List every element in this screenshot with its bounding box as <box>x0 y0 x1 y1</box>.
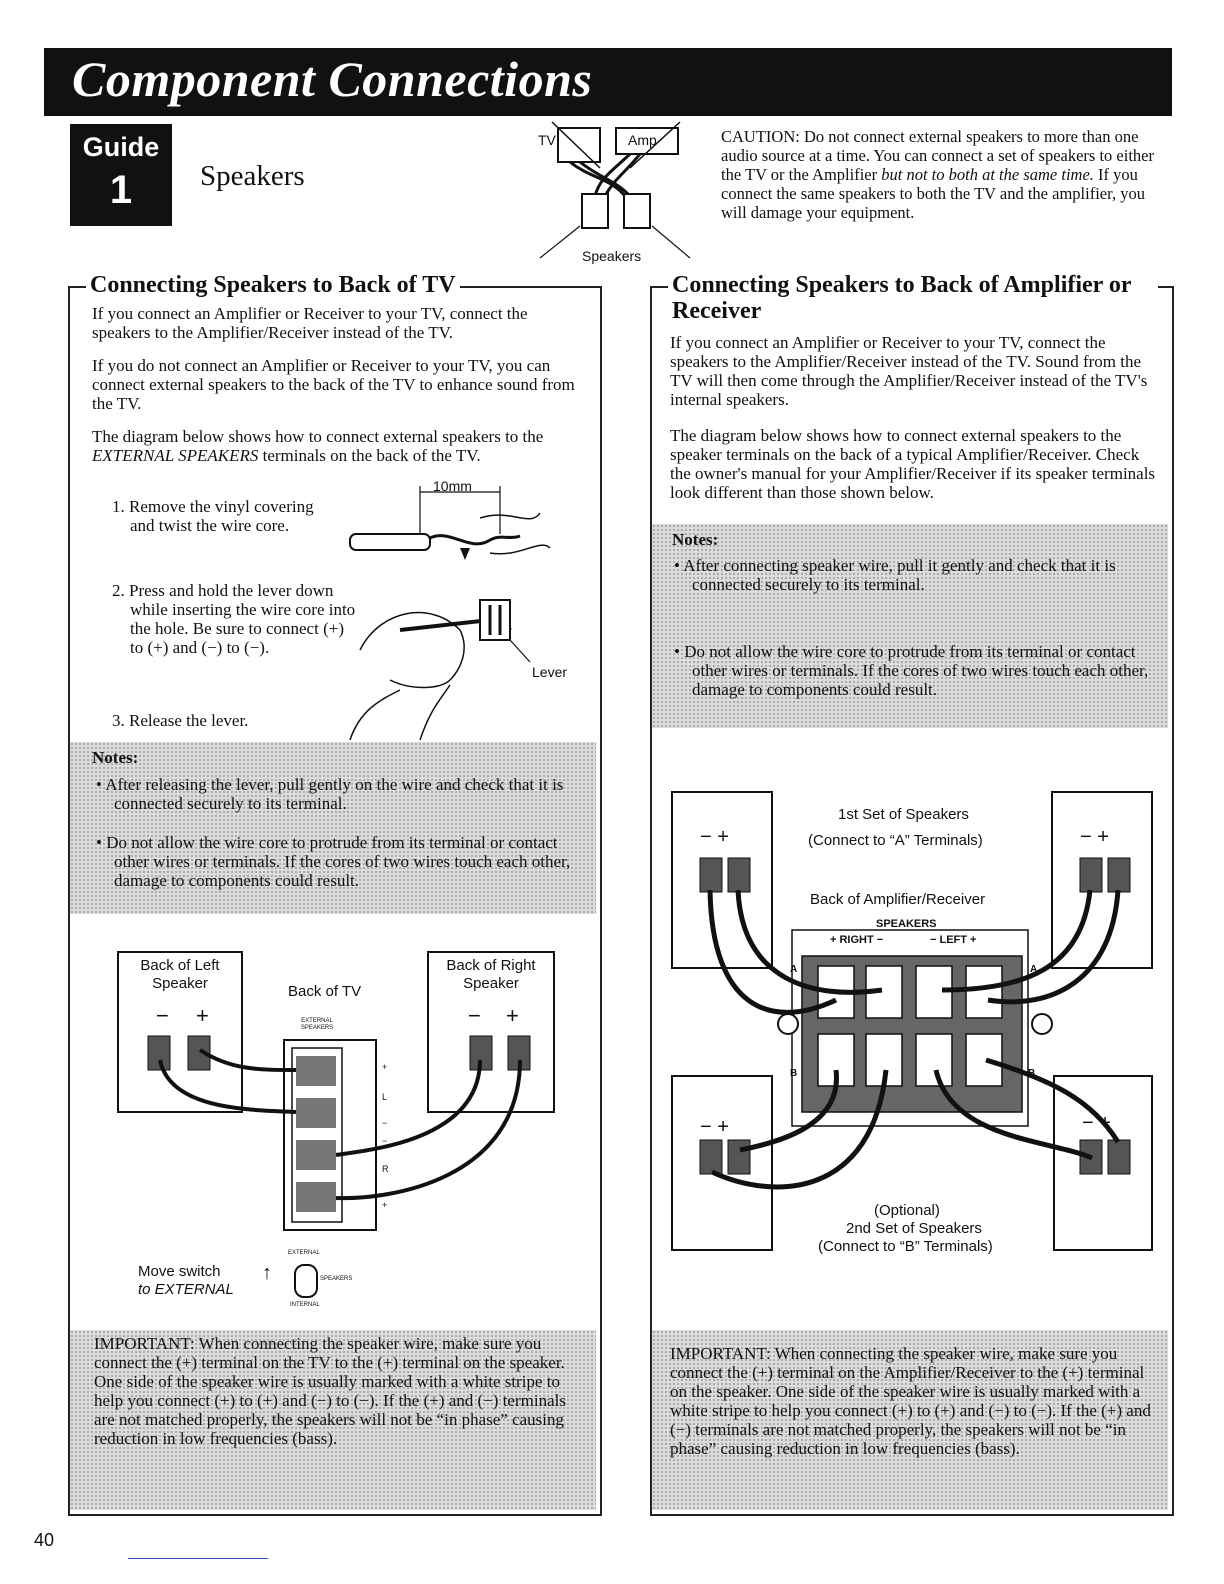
left-channel-label: − LEFT + <box>930 934 977 946</box>
first-set-label: 1st Set of Speakers <box>838 806 969 823</box>
right-speaker-minus: − <box>468 1003 481 1028</box>
spk2-left-polarity: − + <box>700 1116 729 1138</box>
right-paragraph-1: If you connect an Amplifier or Receiver to your TV, connect the speakers to the Amplifier/Receiver instead of the TV. Sound from the TV will then come through the Amplifier/Receiver instead of the TV's internal speakers. <box>670 333 1148 409</box>
left-note-1-text: After releasing the lever, pull gently on the wire and check that it is connected securely to its terminal. <box>105 775 564 813</box>
left-p3-lead: The diagram below shows how to connect external speakers to the <box>92 427 544 446</box>
right-paragraph-2: The diagram below shows how to connect external speakers to the speaker terminals on the back of a typical Amplifier/Receiver. Check the owner's manual for your Amplifier/Receiver if its speaker terminals look different than those shown below. <box>670 426 1156 502</box>
move-switch-label: Move switch <box>138 1263 221 1280</box>
step-3: 3. Release the lever. <box>112 711 249 730</box>
left-paragraph-2: If you do not connect an Amplifier or Receiver to your TV, you can connect external speakers to the back of the TV to enhance sound from the TV. <box>92 356 575 413</box>
lever-label: Lever <box>532 664 568 680</box>
left-note-2-text: Do not allow the wire core to protrude from its terminal or contact other wires or terminals. If the cores of two wires touch each other, damage to components could result. <box>106 833 571 890</box>
connect-a-label: (Connect to “A” Terminals) <box>808 832 983 849</box>
tv-term-label-3: − <box>382 1118 388 1128</box>
right-section-title: Connecting Speakers to Back of Amplifier or Receiver <box>668 272 1158 324</box>
tv-label: TV <box>538 132 556 148</box>
tv-term-label-1: + <box>382 1062 388 1072</box>
left-speaker-label: Back of Left Speaker <box>140 957 220 992</box>
right-channel-label: + RIGHT − <box>830 934 884 946</box>
right-note-1-text: After connecting speaker wire, pull it gently and check that it is connected securely to its terminal. <box>683 556 1116 594</box>
step-1: 1. Remove the vinyl covering and twist the wire core. <box>112 497 314 535</box>
switch-icon <box>294 1264 318 1298</box>
arrow-up-icon: ↑ <box>262 1262 272 1284</box>
guide-number: 1 <box>109 168 133 212</box>
caution-tail: If you connect the same speakers to both the TV and the amplifier, you will damage your equipment. <box>721 165 1145 222</box>
right-important-text: IMPORTANT: When connecting the speaker wire, make sure you connect the (+) terminal on the Amplifier/Receiver to the (+) terminal on the speaker. One side of the speaker wire is usually marked with a white stripe to help you connect (+) to (+) and (−) to (−). If the (+) and (−) terminals are not matched properly, the speakers will not be “in phase” causing reduction in low frequencies (bass). <box>670 1344 1151 1458</box>
terminal-a-left: A <box>790 964 798 975</box>
left-speaker-plus: + <box>196 1003 209 1028</box>
optional-label: (Optional) <box>874 1202 940 1219</box>
connect-b-label: (Connect to “B” Terminals) <box>818 1238 993 1255</box>
switch-external-label: EXTERNAL <box>288 1250 320 1256</box>
speakers-label: Speakers <box>582 248 642 264</box>
right-speaker-plus: + <box>506 1003 519 1028</box>
tv-term-label-2: L <box>382 1092 388 1102</box>
right-note-2: • Do not allow the wire core to protrude from its terminal or contact other wires or terminals. If the cores of two wires touch each other, damage to components could result. <box>674 642 1149 699</box>
tv-term-label-5: R <box>382 1164 389 1174</box>
tv-amp-speakers-diagram <box>530 118 710 268</box>
to-external-label: to EXTERNAL <box>138 1281 234 1298</box>
speakers-header-label: SPEAKERS <box>876 918 937 930</box>
caution-lead: CAUTION: Do not connect external speakers to more than one audio source at a time. You can connect a set of speakers to either the TV or the Amplifier <box>721 127 1154 184</box>
switch-speakers-label: SPEAKERS <box>320 1276 353 1282</box>
left-paragraph-3 <box>92 427 588 465</box>
step-2: 2. Press and hold the lever down while inserting the wire core into the hole. Be sure to connect (+) to (+) and (−) to (−). <box>112 581 356 657</box>
back-of-tv-label: Back of TV <box>288 983 362 1000</box>
terminal-a-right: A <box>1030 964 1038 975</box>
terminal-b-left: B <box>790 1068 798 1079</box>
right-note-1: • After connecting speaker wire, pull it gently and check that it is connected securely to its terminal. <box>674 556 1116 594</box>
guide-word: Guide <box>82 132 160 162</box>
tv-term-label-6: + <box>382 1200 388 1210</box>
left-note-2: • Do not allow the wire core to protrude from its terminal or contact other wires or terminals. If the cores of two wires touch each other, damage to components could result. <box>96 833 571 890</box>
amp-label: Amp <box>628 132 657 148</box>
ext-speakers-label: EXTERNAL SPEAKERS <box>300 1018 334 1031</box>
terminal-b-right: B <box>1028 1068 1036 1079</box>
caution-emphasis: but not to both at the same time. <box>881 165 1094 184</box>
right-speaker-label: Back of Right Speaker <box>446 957 536 992</box>
left-p3-tail: terminals on the back of the TV. <box>258 446 481 465</box>
spk1-right-polarity: − + <box>1080 826 1109 848</box>
switch-internal-label: INTERNAL <box>290 1302 320 1308</box>
left-note-1: • After releasing the lever, pull gently on the wire and check that it is connected securely to its terminal. <box>96 775 564 813</box>
spk1-left-polarity: − + <box>700 826 729 848</box>
tv-term-label-4: − <box>382 1136 388 1146</box>
caution-text <box>721 127 1171 222</box>
back-amp-label: Back of Amplifier/Receiver <box>810 891 986 908</box>
page-title: Component Connections <box>72 51 593 107</box>
guide-badge <box>70 124 172 226</box>
measure-label: 10mm <box>433 478 472 494</box>
left-section-title: Connecting Speakers to Back of TV <box>86 272 460 298</box>
right-note-2-text: Do not allow the wire core to protrude from its terminal or contact other wires or terminals. If the cores of two wires touch each other, damage to components could result. <box>684 642 1149 699</box>
left-speaker-minus: − <box>156 1003 169 1028</box>
left-paragraph-1: If you connect an Amplifier or Receiver to your TV, connect the speakers to the Amplifier/Receiver instead of the TV. <box>92 304 528 342</box>
right-notes-title: Notes: <box>672 530 719 549</box>
left-notes-title: Notes: <box>92 748 139 767</box>
spk2-right-polarity: − + <box>1082 1112 1111 1134</box>
left-p3-emphasis: EXTERNAL SPEAKERS <box>92 446 259 465</box>
page-number: 40 <box>34 1530 55 1550</box>
guide-topic: Speakers <box>200 160 305 192</box>
left-important-text: IMPORTANT: When connecting the speaker wire, make sure you connect the (+) terminal on the TV to the (+) terminal on the speaker. One side of the speaker wire is usually marked with a white stripe to help you connect (+) to (+) and (−) to (−). If the (+) and (−) terminals are not matched properly, the speakers will not be “in phase” causing reduction in low frequencies (bass). <box>94 1334 566 1448</box>
footer-rule <box>128 1558 268 1559</box>
second-set-label: 2nd Set of Speakers <box>846 1220 982 1237</box>
